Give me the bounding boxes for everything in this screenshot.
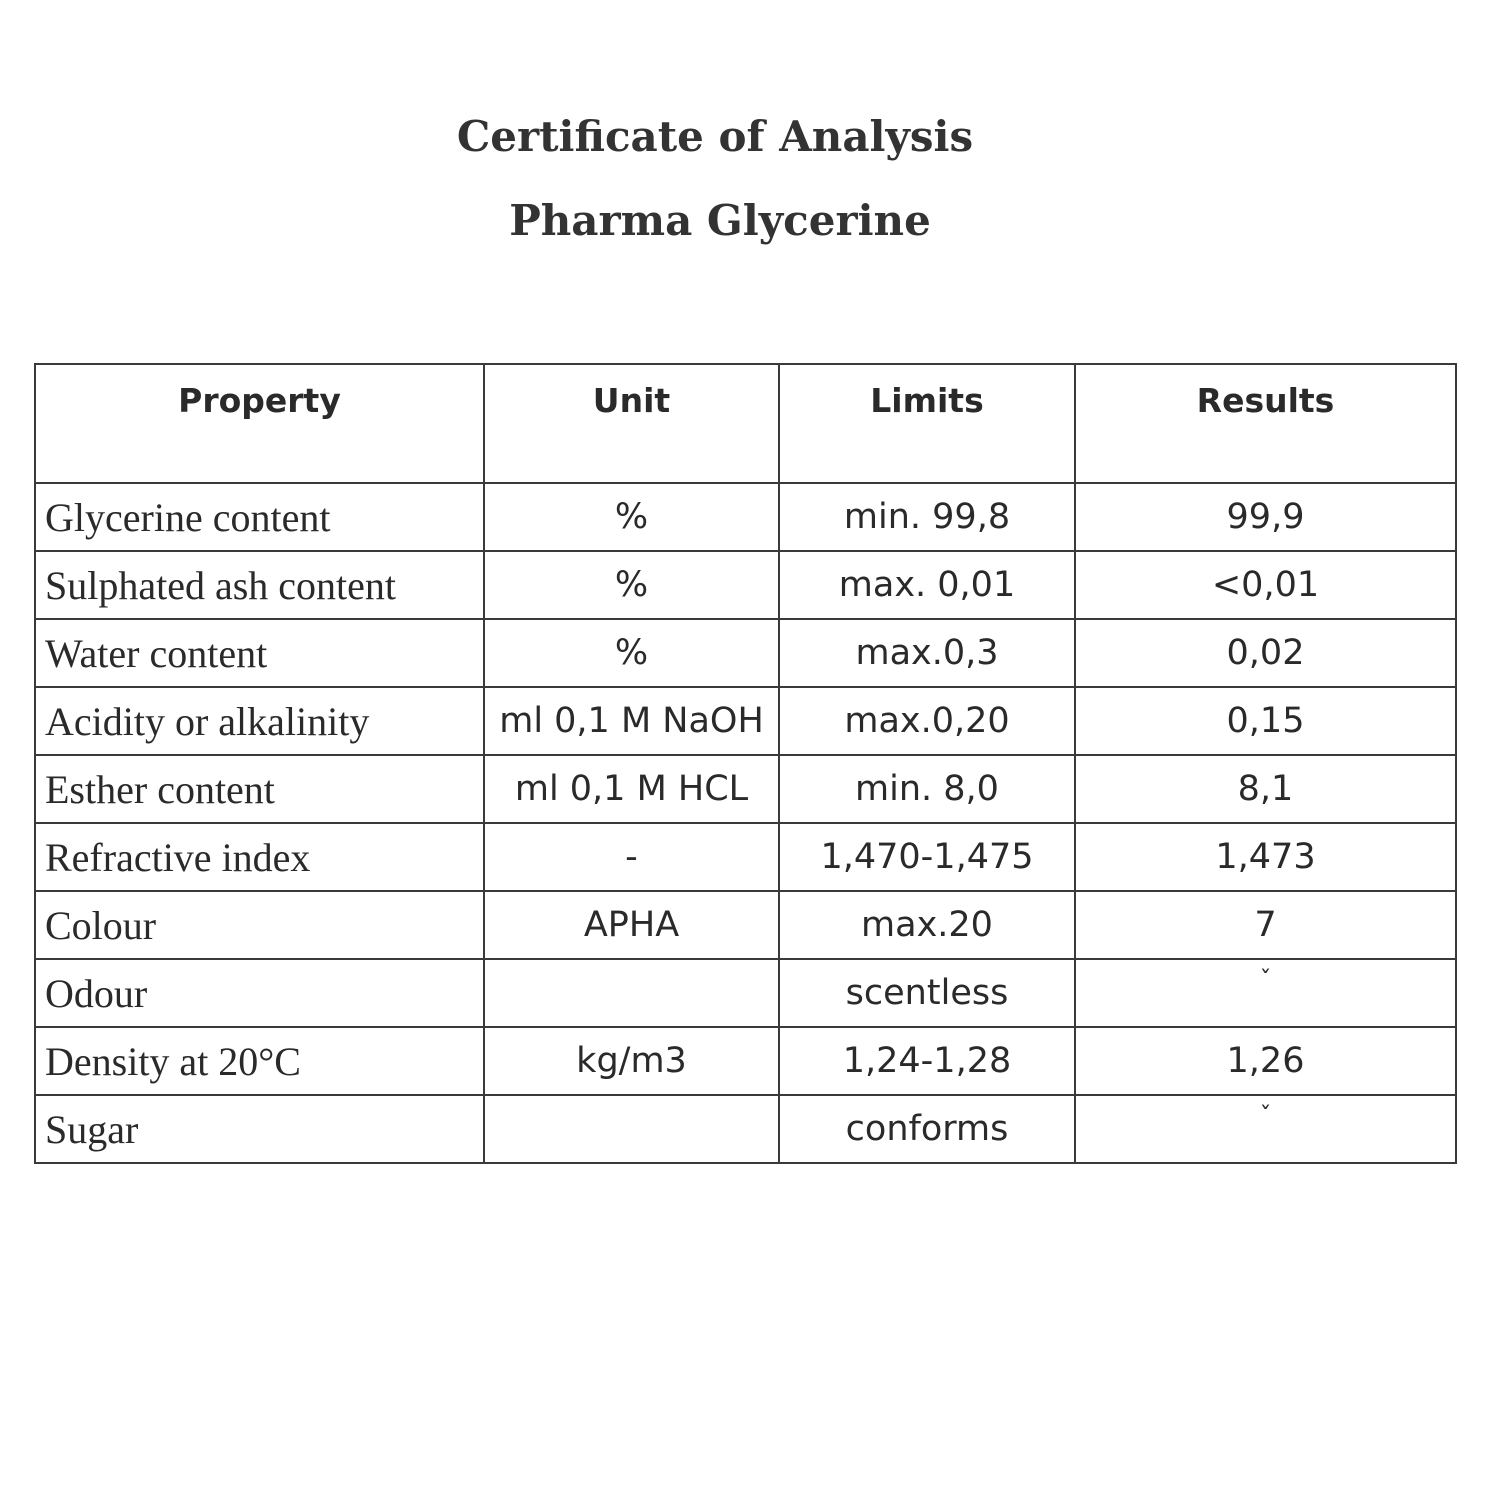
cell-limits: conforms (779, 1095, 1075, 1163)
cell-unit (484, 1095, 779, 1163)
cell-results: 99,9 (1075, 483, 1456, 551)
analysis-table (34, 363, 1457, 1164)
cell-unit: % (484, 619, 779, 687)
cell-property: Esther content (35, 755, 484, 823)
cell-limits: max.20 (779, 891, 1075, 959)
cell-results: <0,01 (1075, 551, 1456, 619)
table-row (35, 687, 1456, 755)
cell-limits: 1,470-1,475 (779, 823, 1075, 891)
check-mark-icon: ˇ (1075, 959, 1456, 1027)
table-row (35, 1027, 1456, 1095)
cell-results: 7 (1075, 891, 1456, 959)
cell-limits: 1,24-1,28 (779, 1027, 1075, 1095)
cell-results: 0,15 (1075, 687, 1456, 755)
cell-property: Odour (35, 959, 484, 1027)
cell-unit: % (484, 551, 779, 619)
table-header-row (35, 364, 1456, 483)
cell-unit: ml 0,1 M HCL (484, 755, 779, 823)
cell-property: Sugar (35, 1095, 484, 1163)
table-row (35, 551, 1456, 619)
cell-unit: ml 0,1 M NaOH (484, 687, 779, 755)
table-row (35, 1095, 1456, 1163)
table-row (35, 755, 1456, 823)
cell-results: 1,473 (1075, 823, 1456, 891)
cell-property: Glycerine content (35, 483, 484, 551)
cell-property: Density at 20°C (35, 1027, 484, 1095)
cell-limits: scentless (779, 959, 1075, 1027)
header-property: Property (35, 364, 484, 483)
table-row (35, 619, 1456, 687)
document-subtitle: Pharma Glycerine (509, 196, 931, 245)
table-row (35, 483, 1456, 551)
cell-property: Water content (35, 619, 484, 687)
header-limits: Limits (779, 364, 1075, 483)
header-results: Results (1075, 364, 1456, 483)
table-row (35, 823, 1456, 891)
cell-unit: APHA (484, 891, 779, 959)
cell-limits: min. 8,0 (779, 755, 1075, 823)
cell-unit (484, 959, 779, 1027)
table-row (35, 891, 1456, 959)
cell-limits: max.0,20 (779, 687, 1075, 755)
cell-property: Refractive index (35, 823, 484, 891)
table-row (35, 959, 1456, 1027)
cell-property: Sulphated ash content (35, 551, 484, 619)
cell-unit: kg/m3 (484, 1027, 779, 1095)
cell-limits: max. 0,01 (779, 551, 1075, 619)
cell-property: Colour (35, 891, 484, 959)
check-mark-icon: ˇ (1075, 1095, 1456, 1163)
cell-limits: min. 99,8 (779, 483, 1075, 551)
document-title: Certificate of Analysis (456, 112, 974, 161)
cell-results: 1,26 (1075, 1027, 1456, 1095)
cell-unit: % (484, 483, 779, 551)
header-unit: Unit (484, 364, 779, 483)
cell-limits: max.0,3 (779, 619, 1075, 687)
cell-results: 8,1 (1075, 755, 1456, 823)
cell-property: Acidity or alkalinity (35, 687, 484, 755)
cell-results: 0,02 (1075, 619, 1456, 687)
cell-unit: - (484, 823, 779, 891)
